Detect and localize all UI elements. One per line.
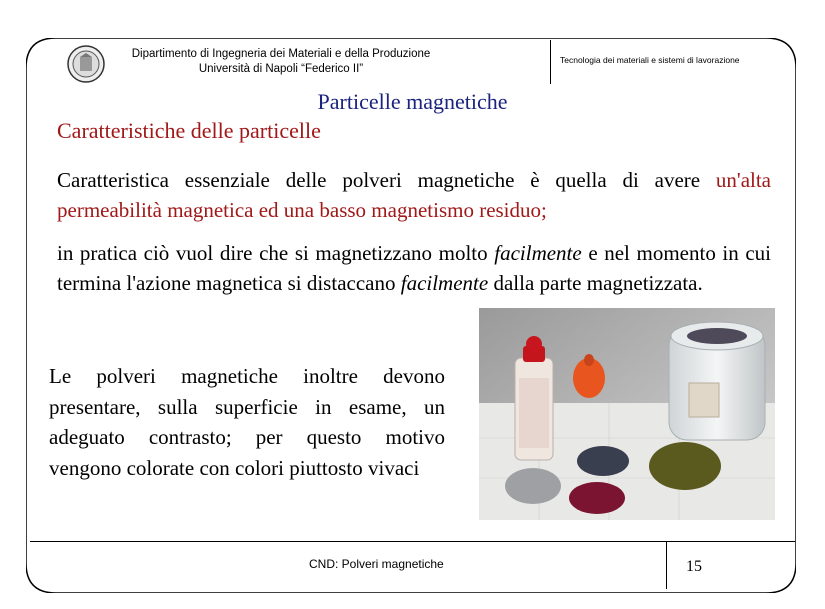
slide-title: Particelle magnetiche	[317, 89, 508, 114]
course-name: Tecnologia dei materiali e sistemi di lavorazione	[560, 55, 740, 65]
paragraph-1-highlight: un'alta permeabilità magnetica ed una basso magnetismo residuo;	[57, 168, 772, 222]
header-separator	[550, 40, 551, 84]
slide-subtitle: Caratteristiche delle particelle	[57, 118, 321, 143]
paragraph-2-emphasis-1: facilmente	[494, 241, 582, 265]
university-name: Università di Napoli “Federico II”	[198, 63, 364, 75]
paragraph-2-part-a: in pratica ciò vuol dire che si magnetizzano molto	[57, 241, 495, 265]
paragraph-2-part-c: dalla parte magnetizzata.	[488, 271, 703, 295]
page-number: 15	[686, 558, 702, 575]
footer-divider	[30, 541, 795, 542]
footer-separator	[666, 541, 667, 589]
department-name: Dipartimento di Ingegneria dei Materiali e della Produzione	[131, 48, 431, 60]
paragraph-2	[57, 238, 771, 298]
header-institution	[112, 47, 450, 77]
paragraph-1-text: Caratteristica essenziale delle polveri magnetiche è quella di avere	[57, 168, 701, 192]
paragraph-2-part-b: e nel momento in cui termina l'azione magnetica si distaccano	[57, 241, 771, 295]
magnetic-powders-photo	[479, 308, 775, 520]
university-seal-icon	[66, 44, 106, 84]
footer-label: CND: Polveri magnetiche	[309, 557, 444, 571]
paragraph-3: Le polveri magnetiche inoltre devono presentare, sulla superficie in esame, un adeguato contrasto; per questo motivo vengono colorate con colori piuttosto vivaci	[49, 364, 445, 480]
paragraph-1	[57, 165, 771, 225]
paragraph-2-emphasis-2: facilmente	[400, 271, 489, 295]
